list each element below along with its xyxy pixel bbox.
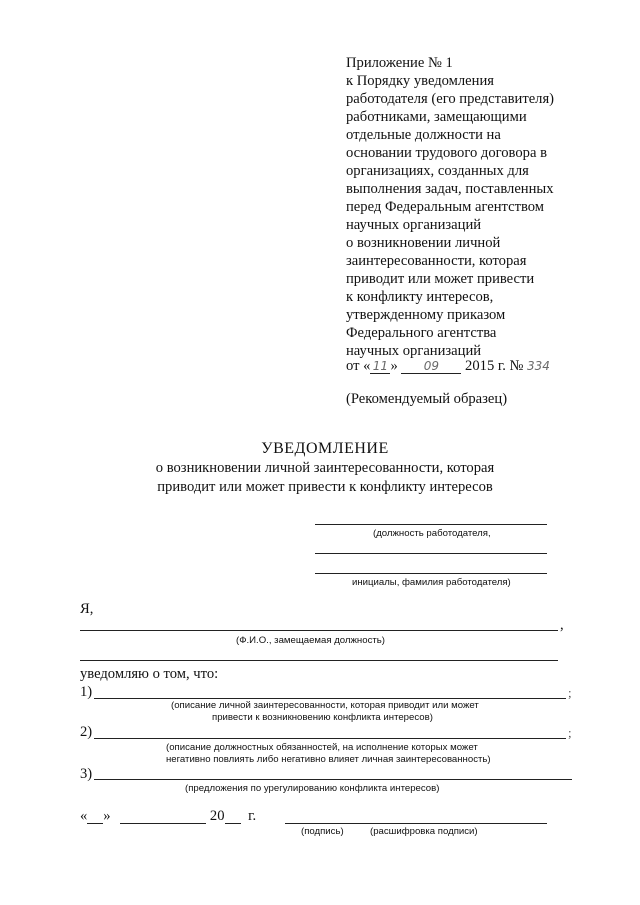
item-1-caption-line1: (описание личной заинтересованности, которая приводит или может bbox=[171, 700, 479, 711]
recommended-sample-label: (Рекомендуемый образец) bbox=[346, 391, 508, 407]
order-number: 334 bbox=[527, 359, 550, 373]
item-3-number: 3) bbox=[80, 766, 93, 782]
item-1-field[interactable] bbox=[94, 698, 566, 699]
item-3-field[interactable] bbox=[94, 779, 572, 780]
appendix-line: отдельные должности на bbox=[346, 127, 501, 143]
signature-caption: (подпись) bbox=[301, 826, 344, 837]
order-date-line bbox=[346, 358, 553, 375]
notify-text: уведомляю о том, что: bbox=[80, 666, 219, 682]
order-month: 09 bbox=[401, 359, 461, 374]
employee-pronoun: Я, bbox=[80, 601, 94, 617]
employer-name-caption: инициалы, фамилия работодателя) bbox=[352, 577, 511, 588]
appendix-line: работодателя (его представителя) bbox=[346, 91, 555, 107]
order-year-text: 2015 г. № bbox=[465, 358, 524, 374]
appendix-block bbox=[346, 54, 636, 360]
signature-day-field[interactable] bbox=[87, 809, 103, 824]
notice-title: УВЕДОМЛЕНИЕ bbox=[261, 440, 389, 457]
signature-decode-caption: (расшифровка подписи) bbox=[370, 826, 478, 837]
item-2-field[interactable] bbox=[94, 738, 566, 739]
employer-position-field[interactable] bbox=[315, 524, 547, 525]
appendix-line: перед Федеральным агентством bbox=[346, 199, 545, 215]
item-1-number: 1) bbox=[80, 684, 93, 700]
appendix-line: научных организаций bbox=[346, 217, 482, 233]
signature-month-field[interactable] bbox=[120, 809, 206, 824]
appendix-line: о возникновении личной bbox=[346, 235, 501, 251]
appendix-line: к Порядку уведомления bbox=[346, 73, 494, 89]
appendix-line: выполнения задач, поставленных bbox=[346, 181, 554, 197]
item-1-end: ; bbox=[568, 685, 572, 700]
appendix-line: приводит или может привести bbox=[346, 271, 535, 287]
signature-open-quote: « bbox=[80, 808, 88, 824]
employer-extra-field[interactable] bbox=[315, 553, 547, 554]
employee-comma: , bbox=[560, 617, 564, 633]
item-1-caption-line2: привести к возникновению конфликта интересов) bbox=[212, 712, 433, 723]
notice-subtitle-line2: приводит или может привести к конфликту интересов bbox=[157, 479, 493, 495]
item-2-number: 2) bbox=[80, 724, 93, 740]
signature-close-quote: » bbox=[103, 808, 111, 824]
appendix-line: заинтересованности, которая bbox=[346, 253, 527, 269]
order-date-prefix: от « bbox=[346, 358, 371, 374]
appendix-line: к конфликту интересов, bbox=[346, 289, 494, 305]
appendix-line: работниками, замещающими bbox=[346, 109, 527, 125]
employee-name-field[interactable] bbox=[80, 630, 558, 631]
signature-date bbox=[80, 808, 256, 825]
order-date-quote: » bbox=[390, 358, 398, 374]
appendix-line: Федерального агентства bbox=[346, 325, 497, 341]
appendix-line: организациях, созданных для bbox=[346, 163, 529, 179]
item-3-caption: (предложения по урегулированию конфликта интересов) bbox=[185, 783, 440, 794]
employee-position-field[interactable] bbox=[80, 660, 558, 661]
signature-year-prefix: 20 bbox=[209, 808, 225, 824]
signature-year-suffix: г. bbox=[248, 808, 257, 824]
appendix-line: основании трудового договора в bbox=[346, 145, 547, 161]
order-day: 11 bbox=[370, 359, 390, 374]
item-2-caption-line1: (описание должностных обязанностей, на исполнение которых может bbox=[166, 742, 478, 753]
appendix-line: Приложение № 1 bbox=[346, 55, 453, 71]
appendix-line: научных организаций bbox=[346, 343, 482, 359]
employee-name-caption: (Ф.И.О., замещаемая должность) bbox=[236, 635, 385, 646]
item-2-caption-line2: негативно повлиять либо негативно влияет личная заинтересованность) bbox=[166, 754, 491, 765]
employer-position-caption: (должность работодателя, bbox=[373, 528, 491, 539]
appendix-line: утвержденному приказом bbox=[346, 307, 506, 323]
signature-year-field[interactable] bbox=[225, 809, 241, 824]
signature-field[interactable] bbox=[285, 823, 547, 824]
employer-name-field[interactable] bbox=[315, 573, 547, 574]
item-2-end: ; bbox=[568, 725, 572, 740]
notice-subtitle-line1: о возникновении личной заинтересованности, которая bbox=[155, 460, 495, 476]
